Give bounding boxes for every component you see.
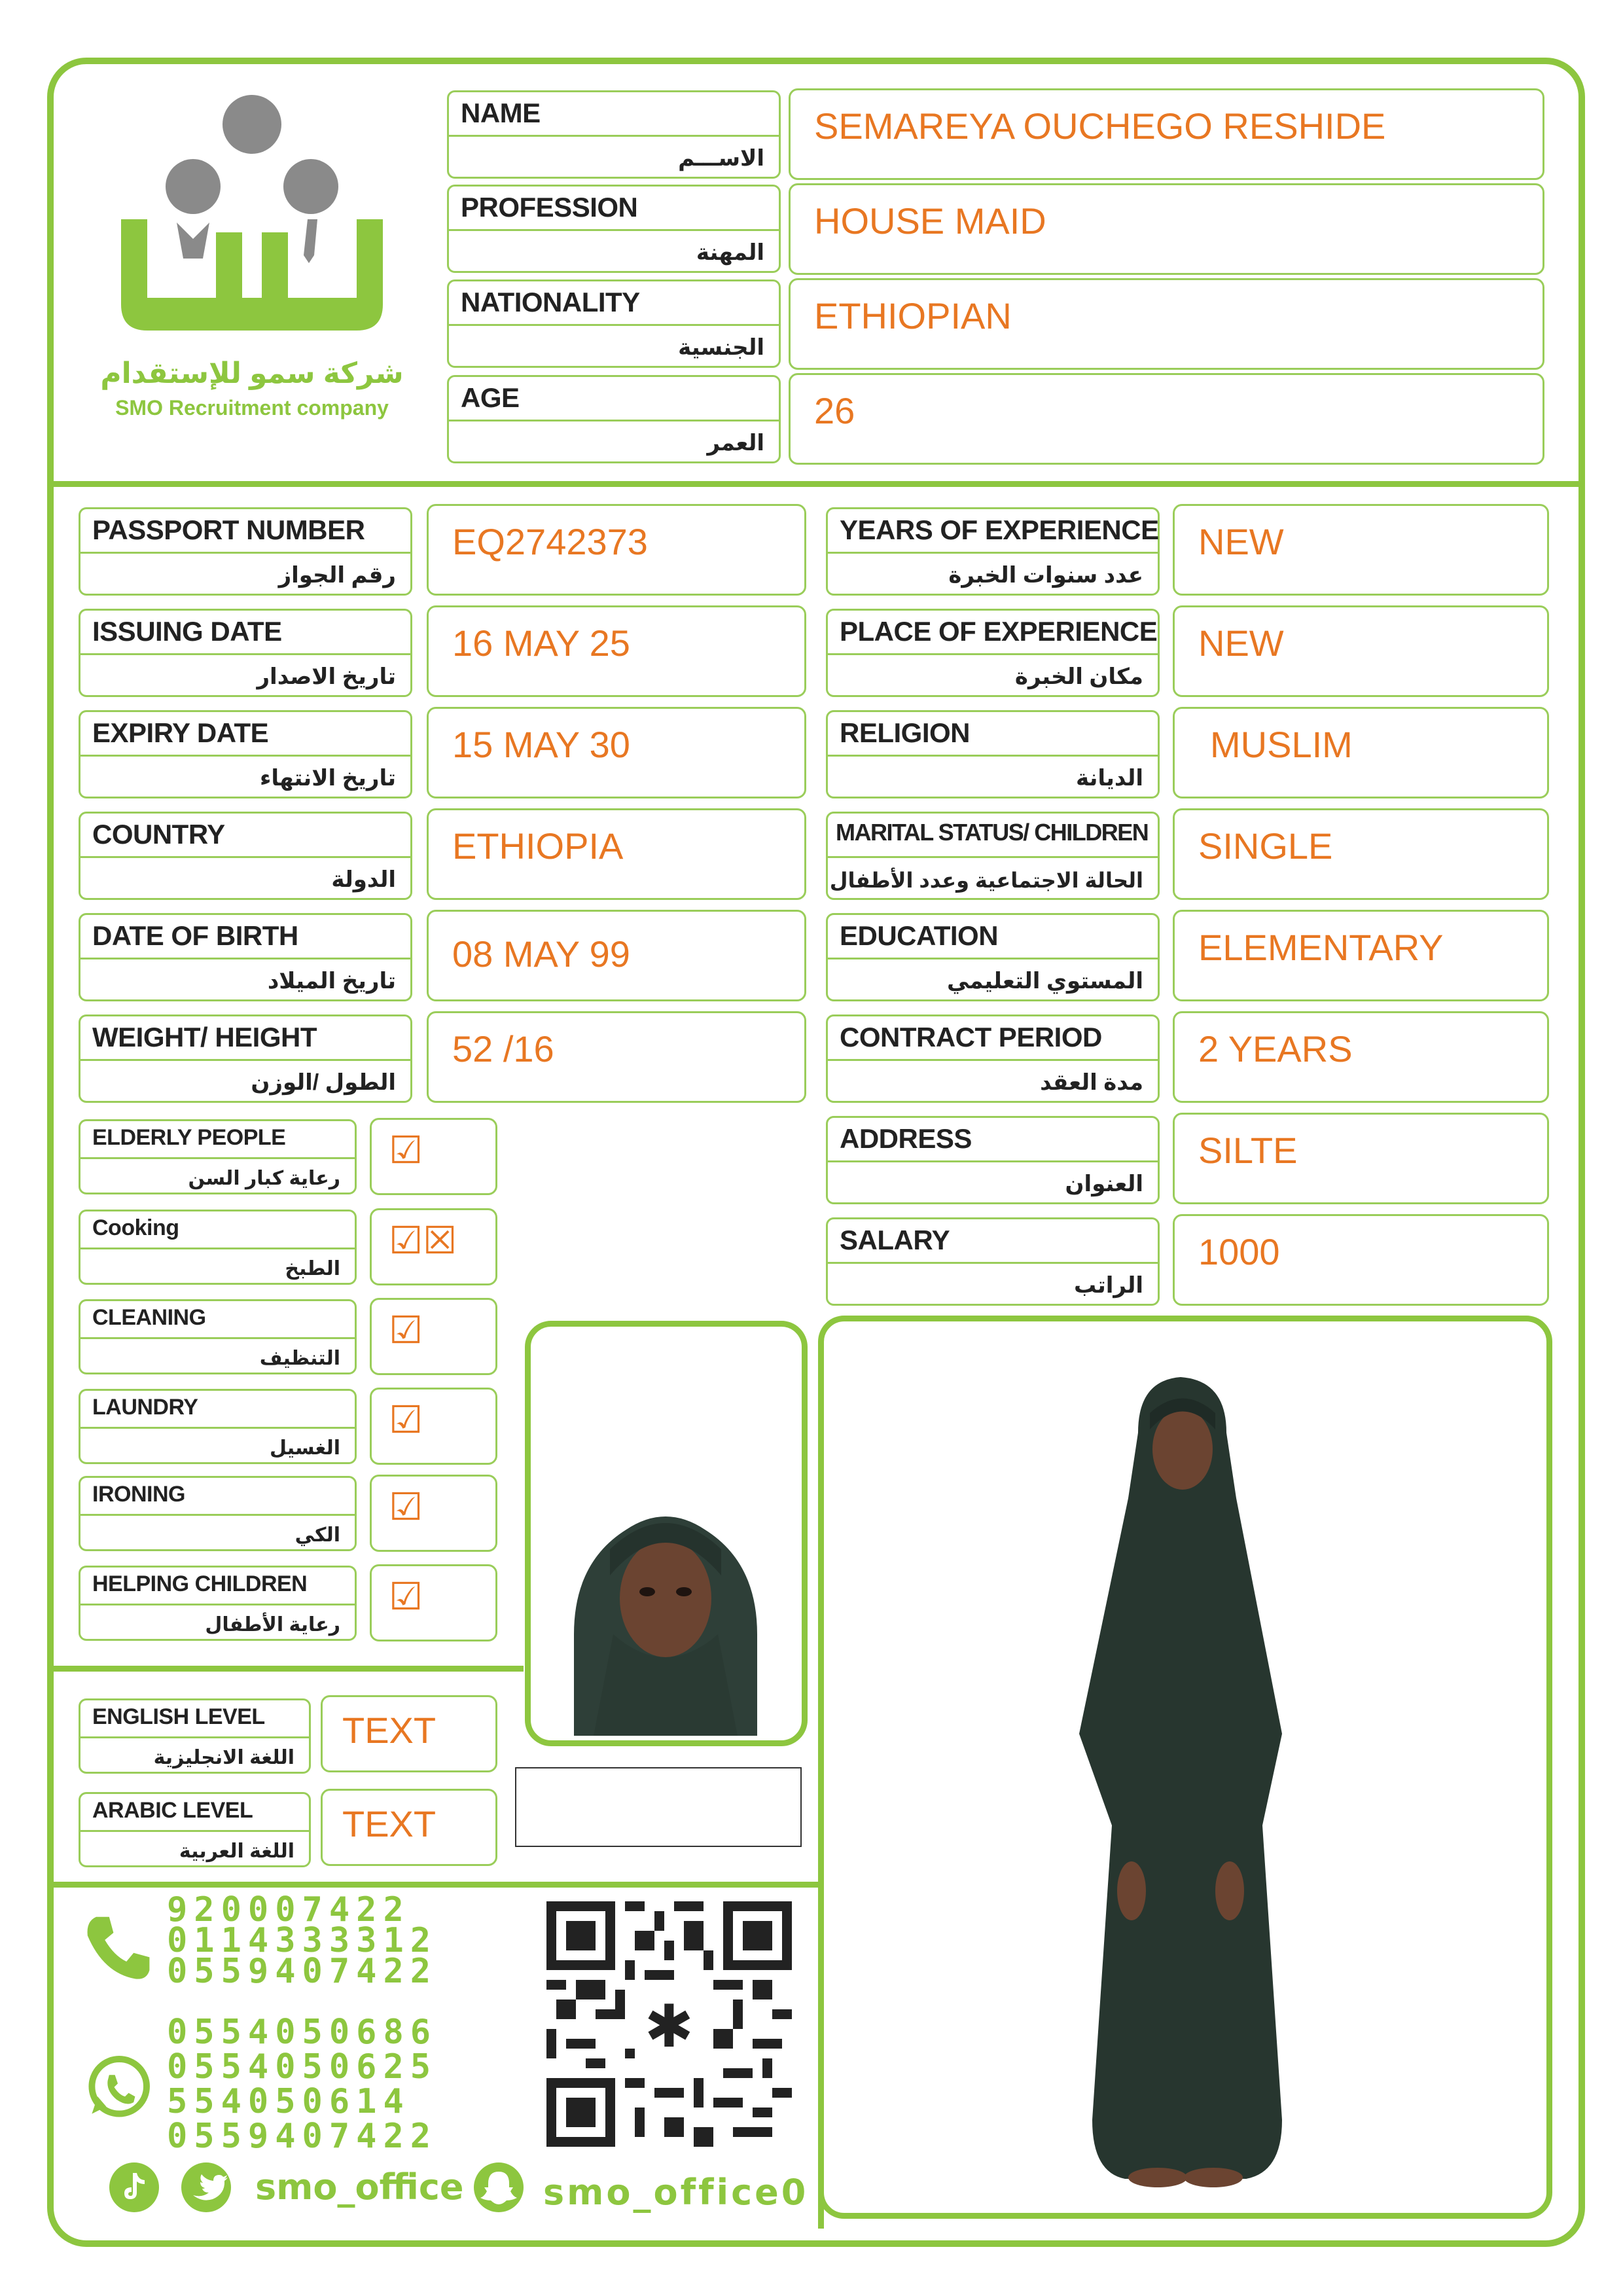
english-level-value: TEXT: [321, 1695, 497, 1772]
name-label: NAME الاســـم: [447, 90, 781, 179]
weight-height-value: 52 /16: [427, 1011, 806, 1103]
name-value: SEMAREYA OUCHEGO RESHIDE: [789, 88, 1544, 180]
country-label: COUNTRY الدولة: [79, 812, 412, 900]
phone-number-1: 920007422: [167, 1890, 410, 1929]
skill-elderly-checkbox[interactable]: ☑: [370, 1118, 497, 1195]
nationality-label: NATIONALITY الجنسية: [447, 279, 781, 368]
arabic-level-value: TEXT: [321, 1789, 497, 1866]
salary-label: SALARY الراتب: [826, 1217, 1160, 1306]
logo-mark-icon: [98, 88, 406, 337]
weight-height-label: WEIGHT/ HEIGHT الطول /الوزن: [79, 1014, 412, 1103]
social-handle-1: smo_office: [255, 2166, 464, 2208]
skill-helping-children-checkbox[interactable]: ☑: [370, 1564, 497, 1641]
skill-helping-children-label: HELPING CHILDREN رعاية الأطفال: [79, 1566, 357, 1641]
date-of-birth-value: 08 MAY 99: [427, 910, 806, 1001]
education-value: ELEMENTARY: [1173, 910, 1549, 1001]
english-level-label: ENGLISH LEVEL اللغة الانجليزية: [79, 1698, 311, 1774]
twitter-icon: [180, 2161, 232, 2214]
age-label: AGE العمر: [447, 375, 781, 463]
place-of-experience-value: NEW: [1173, 605, 1549, 697]
expiry-date-label: EXPIRY DATE تاريخ الانتهاء: [79, 710, 412, 798]
skill-elderly-label: ELDERLY PEOPLE رعاية كبار السن: [79, 1119, 357, 1194]
company-name-ar: شركة سمو للإستقدام: [100, 357, 404, 389]
skill-ironing-checkbox[interactable]: ☑: [370, 1475, 497, 1552]
address-value: SILTE: [1173, 1113, 1549, 1204]
contacts-divider: [52, 1882, 825, 1888]
age-value: 26: [789, 373, 1544, 465]
issuing-date-value: 16 MAY 25: [427, 605, 806, 697]
snapchat-icon: [473, 2161, 525, 2214]
arabic-level-label: ARABIC LEVEL اللغة العربية: [79, 1792, 311, 1867]
contract-period-label: CONTRACT PERIOD مدة العقد: [826, 1014, 1160, 1103]
portrait-photo-frame: [525, 1321, 808, 1746]
nationality-value: ETHIOPIAN: [789, 278, 1544, 370]
company-logo: [98, 88, 406, 429]
whatsapp-number-4: 0559407422: [167, 2117, 438, 2156]
date-of-birth-label: DATE OF BIRTH تاريخ الميلاد: [79, 913, 412, 1001]
whatsapp-number-3: 554050614: [167, 2082, 410, 2121]
education-label: EDUCATION المستوي التعليمي: [826, 913, 1160, 1001]
years-of-experience-value: NEW: [1173, 504, 1549, 596]
skill-laundry-checkbox[interactable]: ☑: [370, 1388, 497, 1465]
passport-label: PASSPORT NUMBER رقم الجواز: [79, 507, 412, 596]
whatsapp-number-2: 0554050625: [167, 2047, 438, 2087]
phone-number-3: 0559407422: [167, 1952, 438, 1991]
skill-cleaning-label: CLEANING التنظيف: [79, 1299, 357, 1374]
whatsapp-icon: [82, 2052, 154, 2124]
address-label: ADDRESS العنوان: [826, 1116, 1160, 1204]
country-value: ETHIOPIA: [427, 808, 806, 900]
skill-ironing-label: IRONING الكي: [79, 1476, 357, 1551]
salary-value: 1000: [1173, 1214, 1549, 1306]
tiktok-icon: [108, 2161, 160, 2214]
skill-cooking-checkbox[interactable]: ☑☒: [370, 1208, 497, 1285]
blank-box: [515, 1767, 802, 1847]
header-divider: [52, 481, 1580, 487]
svg-text:✱: ✱: [644, 1992, 694, 2061]
marital-status-value: SINGLE: [1173, 808, 1549, 900]
years-of-experience-label: YEARS OF EXPERIENCE عدد سنوات الخبرة: [826, 507, 1160, 596]
place-of-experience-label: PLACE OF EXPERIENCE مكان الخبرة: [826, 609, 1160, 697]
social-handle-2: smo_office0: [543, 2172, 809, 2213]
qr-code: [546, 1901, 792, 2147]
phone-icon: [82, 1911, 154, 1983]
skill-cleaning-checkbox[interactable]: ☑: [370, 1298, 497, 1375]
skill-laundry-label: LAUNDRY الغسيل: [79, 1389, 357, 1464]
expiry-date-value: 15 MAY 30: [427, 707, 806, 798]
religion-label: RELIGION الديانة: [826, 710, 1160, 798]
profession-label: PROFESSION المهنة: [447, 185, 781, 273]
contract-period-value: 2 YEARS: [1173, 1011, 1549, 1103]
religion-value: MUSLIM: [1173, 707, 1549, 798]
company-name-en: SMO Recruitment company: [115, 396, 389, 420]
phone-number-2: 0114333312: [167, 1921, 438, 1960]
profession-value: HOUSE MAID: [789, 183, 1544, 275]
passport-value: EQ2742373: [427, 504, 806, 596]
full-body-photo-frame: [818, 1316, 1552, 2219]
marital-status-label: MARITAL STATUS/ CHILDREN الحالة الاجتماعية وعدد الأطفال: [826, 812, 1160, 900]
portrait-photo: [548, 1484, 783, 1736]
full-body-photo: [1066, 1367, 1302, 2192]
issuing-date-label: ISSUING DATE تاريخ الاصدار: [79, 609, 412, 697]
whatsapp-number-1: 0554050686: [167, 2013, 438, 2052]
skills-divider: [52, 1666, 524, 1672]
skill-cooking-label: Cooking الطبخ: [79, 1210, 357, 1285]
